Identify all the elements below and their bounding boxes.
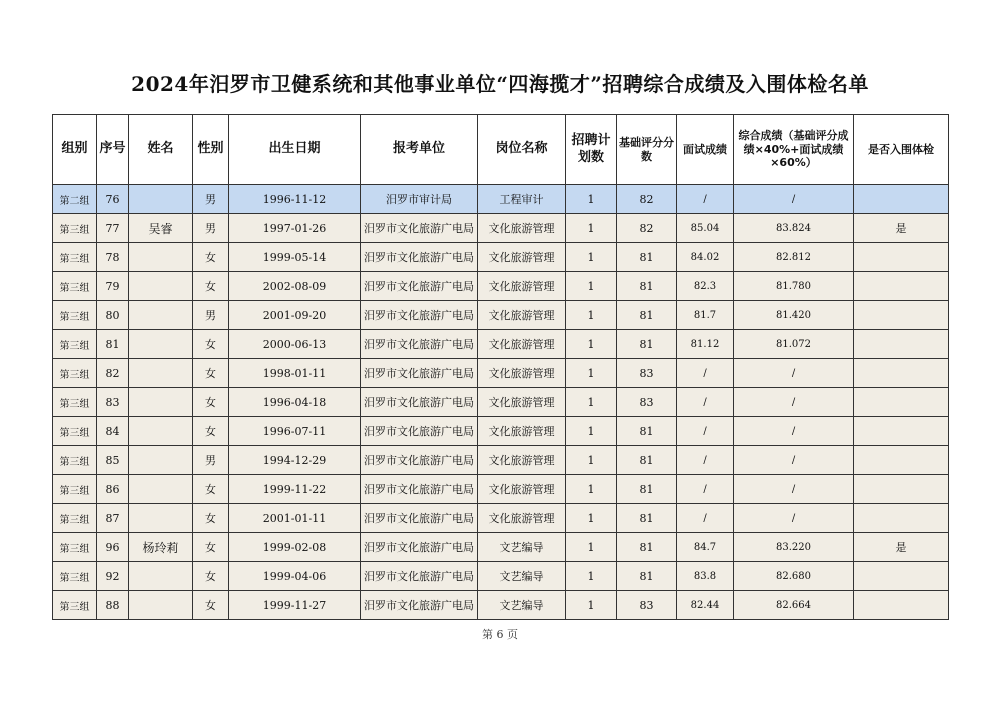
cell-name: 吴睿 [129,214,193,243]
cell-unit: 汨罗市文化旅游广电局 [361,446,478,475]
cell-physical-exam [854,330,949,359]
table-row [53,214,949,243]
cell-interview-score: / [677,388,734,417]
cell-group: 第二组 [53,185,97,214]
cell-dob: 1999-11-22 [229,475,361,504]
cell-group: 第三组 [53,301,97,330]
cell-plan: 1 [566,388,617,417]
cell-dob: 1997-01-26 [229,214,361,243]
cell-name [129,185,193,214]
cell-interview-score: 84.02 [677,243,734,272]
cell-plan: 1 [566,185,617,214]
cell-unit: 汨罗市文化旅游广电局 [361,214,478,243]
cell-interview-score: 84.7 [677,533,734,562]
table-row [53,243,949,272]
cell-unit: 汨罗市文化旅游广电局 [361,591,478,620]
cell-dob: 1996-04-18 [229,388,361,417]
table-row [53,417,949,446]
cell-seq: 76 [97,185,129,214]
cell-gender: 女 [193,330,229,359]
cell-group: 第三组 [53,504,97,533]
cell-interview-score: / [677,504,734,533]
cell-seq: 77 [97,214,129,243]
table-row [53,359,949,388]
cell-interview-score: 85.04 [677,214,734,243]
cell-name [129,591,193,620]
cell-composite-score: / [734,388,854,417]
cell-plan: 1 [566,330,617,359]
cell-seq: 87 [97,504,129,533]
header-physical-exam: 是否入围体检 [854,115,949,185]
cell-dob: 1996-07-11 [229,417,361,446]
cell-unit: 汨罗市文化旅游广电局 [361,301,478,330]
cell-dob: 2001-09-20 [229,301,361,330]
table-header [53,115,949,185]
header-position: 岗位名称 [478,115,566,185]
page-number: 第 6 页 [482,628,518,641]
cell-position: 文化旅游管理 [478,446,566,475]
cell-name [129,330,193,359]
cell-group: 第三组 [53,562,97,591]
cell-interview-score: 82.3 [677,272,734,301]
cell-base-score: 83 [617,388,677,417]
cell-group: 第三组 [53,475,97,504]
cell-interview-score: 83.8 [677,562,734,591]
cell-position: 文化旅游管理 [478,301,566,330]
cell-plan: 1 [566,301,617,330]
cell-position: 文艺编导 [478,562,566,591]
table-row [53,446,949,475]
header-row [53,115,949,185]
cell-interview-score: 82.44 [677,591,734,620]
cell-position: 文化旅游管理 [478,214,566,243]
cell-seq: 80 [97,301,129,330]
cell-seq: 96 [97,533,129,562]
cell-composite-score: / [734,359,854,388]
cell-group: 第三组 [53,417,97,446]
cell-plan: 1 [566,591,617,620]
cell-seq: 81 [97,330,129,359]
cell-seq: 79 [97,272,129,301]
cell-name [129,475,193,504]
cell-gender: 男 [193,446,229,475]
cell-group: 第三组 [53,359,97,388]
cell-unit: 汨罗市文化旅游广电局 [361,388,478,417]
cell-seq: 88 [97,591,129,620]
cell-interview-score: / [677,475,734,504]
cell-position: 文化旅游管理 [478,359,566,388]
cell-physical-exam [854,185,949,214]
cell-name [129,562,193,591]
cell-plan: 1 [566,214,617,243]
cell-physical-exam [854,504,949,533]
cell-unit: 汨罗市审计局 [361,185,478,214]
cell-physical-exam [854,591,949,620]
table-row [53,185,949,214]
cell-composite-score: 83.824 [734,214,854,243]
cell-gender: 女 [193,533,229,562]
header-name: 姓名 [129,115,193,185]
cell-plan: 1 [566,475,617,504]
cell-physical-exam [854,446,949,475]
cell-base-score: 82 [617,185,677,214]
cell-position: 工程审计 [478,185,566,214]
cell-seq: 92 [97,562,129,591]
cell-composite-score: 82.664 [734,591,854,620]
table-row [53,330,949,359]
cell-unit: 汨罗市文化旅游广电局 [361,272,478,301]
cell-plan: 1 [566,243,617,272]
cell-group: 第三组 [53,388,97,417]
cell-name [129,243,193,272]
cell-interview-score: / [677,417,734,446]
cell-group: 第三组 [53,533,97,562]
cell-group: 第三组 [53,243,97,272]
cell-position: 文艺编导 [478,533,566,562]
cell-plan: 1 [566,533,617,562]
cell-physical-exam [854,243,949,272]
cell-physical-exam [854,562,949,591]
cell-gender: 女 [193,243,229,272]
cell-gender: 男 [193,214,229,243]
cell-composite-score: 82.680 [734,562,854,591]
cell-dob: 2002-08-09 [229,272,361,301]
cell-base-score: 83 [617,359,677,388]
cell-composite-score: 81.780 [734,272,854,301]
cell-position: 文化旅游管理 [478,272,566,301]
cell-seq: 84 [97,417,129,446]
cell-gender: 女 [193,417,229,446]
cell-position: 文化旅游管理 [478,504,566,533]
table-row [53,475,949,504]
cell-base-score: 81 [617,504,677,533]
cell-unit: 汨罗市文化旅游广电局 [361,243,478,272]
cell-base-score: 83 [617,591,677,620]
cell-plan: 1 [566,417,617,446]
header-plan: 招聘计划数 [566,115,617,185]
cell-gender: 女 [193,591,229,620]
cell-unit: 汨罗市文化旅游广电局 [361,504,478,533]
cell-seq: 82 [97,359,129,388]
cell-dob: 1998-01-11 [229,359,361,388]
cell-unit: 汨罗市文化旅游广电局 [361,417,478,446]
cell-interview-score: / [677,185,734,214]
cell-name [129,446,193,475]
header-base-score: 基础评分分数 [617,115,677,185]
cell-physical-exam [854,388,949,417]
cell-base-score: 82 [617,214,677,243]
cell-group: 第三组 [53,330,97,359]
table-row [53,504,949,533]
cell-name [129,504,193,533]
cell-plan: 1 [566,446,617,475]
table-row [53,301,949,330]
cell-seq: 86 [97,475,129,504]
document-title: 2024年汨罗市卫健系统和其他事业单位“四海揽才”招聘综合成绩及入围体检名单 [131,72,869,96]
cell-physical-exam: 是 [854,533,949,562]
cell-unit: 汨罗市文化旅游广电局 [361,359,478,388]
cell-gender: 男 [193,185,229,214]
cell-unit: 汨罗市文化旅游广电局 [361,475,478,504]
header-composite-score: 综合成绩（基础评分成绩×40%+面试成绩×60%） [734,115,854,185]
cell-name [129,388,193,417]
cell-position: 文化旅游管理 [478,330,566,359]
cell-composite-score: / [734,504,854,533]
cell-base-score: 81 [617,417,677,446]
cell-dob: 1999-04-06 [229,562,361,591]
cell-base-score: 81 [617,330,677,359]
cell-physical-exam: 是 [854,214,949,243]
cell-unit: 汨罗市文化旅游广电局 [361,330,478,359]
cell-dob: 1999-05-14 [229,243,361,272]
cell-composite-score: / [734,185,854,214]
header-interview-score: 面试成绩 [677,115,734,185]
cell-name [129,272,193,301]
cell-gender: 女 [193,562,229,591]
cell-composite-score: / [734,417,854,446]
header-seq: 序号 [97,115,129,185]
cell-physical-exam [854,475,949,504]
cell-group: 第三组 [53,214,97,243]
table-row [53,272,949,301]
cell-dob: 2000-06-13 [229,330,361,359]
cell-plan: 1 [566,272,617,301]
cell-interview-score: / [677,446,734,475]
cell-dob: 1996-11-12 [229,185,361,214]
table-row [53,533,949,562]
cell-composite-score: 82.812 [734,243,854,272]
cell-name [129,359,193,388]
cell-plan: 1 [566,359,617,388]
cell-gender: 男 [193,301,229,330]
cell-seq: 85 [97,446,129,475]
cell-interview-score: 81.12 [677,330,734,359]
cell-position: 文化旅游管理 [478,475,566,504]
cell-gender: 女 [193,475,229,504]
cell-dob: 1999-11-27 [229,591,361,620]
header-unit: 报考单位 [361,115,478,185]
cell-composite-score: / [734,446,854,475]
cell-group: 第三组 [53,272,97,301]
cell-base-score: 81 [617,446,677,475]
cell-name [129,301,193,330]
cell-interview-score: 81.7 [677,301,734,330]
table-row [53,591,949,620]
cell-group: 第三组 [53,591,97,620]
cell-physical-exam [854,301,949,330]
cell-group: 第三组 [53,446,97,475]
cell-position: 文化旅游管理 [478,417,566,446]
cell-base-score: 81 [617,301,677,330]
cell-unit: 汨罗市文化旅游广电局 [361,533,478,562]
cell-physical-exam [854,272,949,301]
cell-base-score: 81 [617,562,677,591]
cell-plan: 1 [566,504,617,533]
table-row [53,562,949,591]
table-row [53,388,949,417]
cell-name: 杨玲莉 [129,533,193,562]
cell-gender: 女 [193,388,229,417]
header-dob: 出生日期 [229,115,361,185]
cell-seq: 83 [97,388,129,417]
cell-base-score: 81 [617,533,677,562]
cell-gender: 女 [193,359,229,388]
header-gender: 性别 [193,115,229,185]
cell-physical-exam [854,359,949,388]
cell-physical-exam [854,417,949,446]
cell-base-score: 81 [617,475,677,504]
results-table [52,114,949,620]
cell-plan: 1 [566,562,617,591]
cell-position: 文艺编导 [478,591,566,620]
cell-base-score: 81 [617,243,677,272]
cell-gender: 女 [193,504,229,533]
cell-composite-score: / [734,475,854,504]
cell-composite-score: 81.420 [734,301,854,330]
cell-interview-score: / [677,359,734,388]
cell-dob: 1994-12-29 [229,446,361,475]
cell-base-score: 81 [617,272,677,301]
cell-dob: 1999-02-08 [229,533,361,562]
cell-unit: 汨罗市文化旅游广电局 [361,562,478,591]
cell-composite-score: 81.072 [734,330,854,359]
cell-composite-score: 83.220 [734,533,854,562]
cell-position: 文化旅游管理 [478,243,566,272]
cell-gender: 女 [193,272,229,301]
cell-dob: 2001-01-11 [229,504,361,533]
header-group: 组别 [53,115,97,185]
cell-name [129,417,193,446]
table-body [53,185,949,620]
cell-position: 文化旅游管理 [478,388,566,417]
cell-seq: 78 [97,243,129,272]
